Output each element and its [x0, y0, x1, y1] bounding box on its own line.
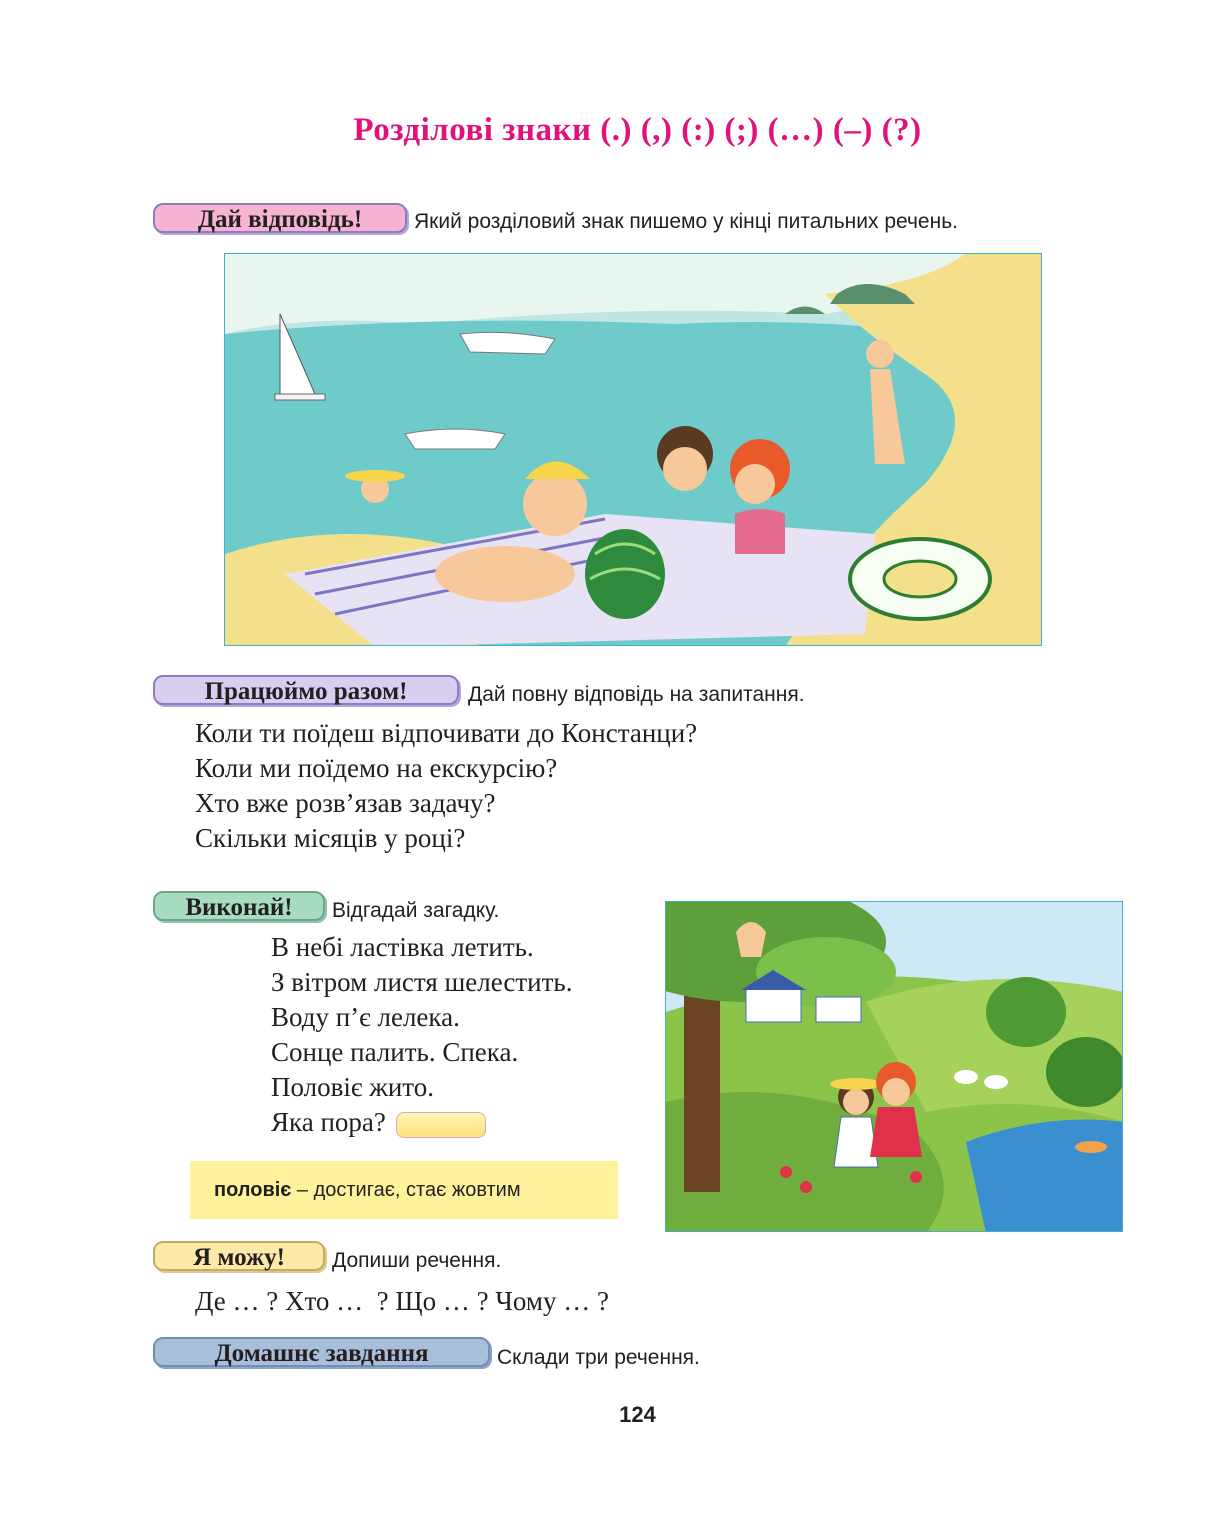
- task-answer-instruction: Який розділовий знак пишемо у кінці питальних речень.: [414, 210, 958, 233]
- riddle-line: В небі ластівка летить.: [271, 932, 534, 962]
- riddle: [271, 930, 573, 1140]
- task-i-can-instruction: Допиши речення.: [332, 1249, 502, 1272]
- badge-i-can: Я можу!: [153, 1241, 325, 1271]
- gloss-word: половіє: [214, 1179, 292, 1201]
- riddle-question-line: [271, 1105, 573, 1140]
- page-number: 124: [619, 1402, 656, 1427]
- task-homework-instruction: Склади три речення.: [497, 1346, 700, 1369]
- badge-work-together: Працюймо разом!: [153, 675, 459, 705]
- question-item: Скільки місяців у році?: [195, 823, 466, 853]
- page-title: Розділові знаки (.) (,) (:) (;) (…) (–) (?): [353, 112, 922, 148]
- badge-do-it: Виконай!: [153, 891, 325, 921]
- riddle-line: Воду п’є лелека.: [271, 1002, 460, 1032]
- summer-illustration: [665, 901, 1123, 1232]
- riddle-question: Яка пора?: [271, 1107, 386, 1137]
- riddle-line: Сонце палить. Спека.: [271, 1037, 519, 1067]
- badge-homework: Домашнє завдання: [153, 1337, 490, 1367]
- question-item: Коли ти поїдеш відпочивати до Констанци?: [195, 718, 698, 748]
- beach-illustration: [224, 253, 1042, 646]
- fill-in-exercise: Де … ? Хто … ? Що … ? Чому … ?: [195, 1286, 609, 1316]
- glossary-note: [190, 1161, 618, 1219]
- answer-box[interactable]: [396, 1112, 486, 1138]
- question-item: Коли ми поїдемо на екскурсію?: [195, 753, 558, 783]
- task-do-it-instruction: Відгадай загадку.: [332, 899, 500, 922]
- badge-answer: Дай відповідь!: [153, 203, 407, 233]
- question-item: Хто вже розв’язав задачу?: [195, 788, 496, 818]
- riddle-line: Половіє жито.: [271, 1072, 435, 1102]
- task-work-together-instruction: Дай повну відповідь на запитання.: [468, 683, 805, 706]
- question-list: [195, 716, 697, 856]
- riddle-line: З вітром листя шелестить.: [271, 967, 573, 997]
- summer-scene-drawing: [666, 902, 1123, 1232]
- beach-scene-drawing: [225, 254, 1042, 646]
- gloss-definition: – достигає, стає жовтим: [291, 1179, 521, 1201]
